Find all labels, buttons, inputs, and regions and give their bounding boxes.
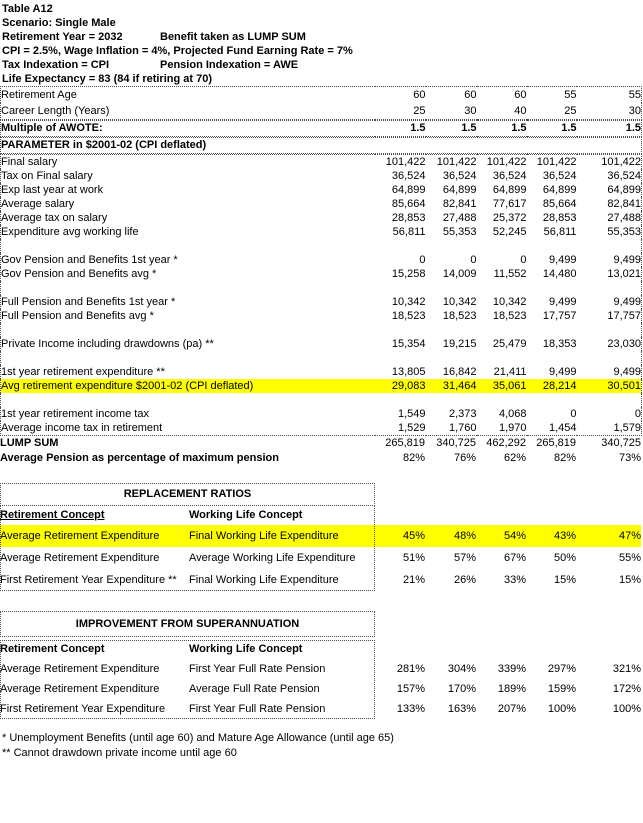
value-cell: 15%: [553, 574, 576, 586]
average-pension-table: [0, 451, 641, 466]
table-row: [1, 309, 642, 323]
value-cell: [477, 281, 527, 295]
average-pension-row: [0, 451, 641, 466]
retirement-concept-header-text: Retirement Concept: [0, 509, 105, 521]
table-title: Table A12: [2, 3, 53, 15]
row-label: Gov Pension and Benefits avg *: [1, 268, 157, 280]
concept-row: [0, 569, 641, 591]
value-cell: 10,342: [492, 296, 527, 308]
value-cell: 82,841: [442, 198, 477, 210]
value-cell: [477, 393, 527, 407]
replacement-ratios-title: REPLACEMENT RATIOS: [0, 483, 375, 506]
retirement-year-text: Retirement Year = 2032: [2, 31, 123, 43]
row-label: Average tax on salary: [1, 212, 108, 224]
assumptions-line: CPI = 2.5%, Wage Inflation = 4%, Projected Fund Earning Rate = 7%: [2, 45, 353, 57]
table-row: [1, 379, 642, 393]
value-cell: 1,579: [613, 422, 641, 434]
value-cell: 15,354: [391, 338, 426, 350]
value-cell: [527, 281, 577, 295]
value-cell: 60: [464, 89, 477, 101]
value-cell: 29,083: [375, 379, 426, 393]
value-cell: 17,757: [607, 310, 641, 322]
value-cell: 21,411: [493, 366, 527, 378]
value-cell: 27,488: [607, 212, 641, 224]
value-cell: [577, 281, 642, 295]
value-cell: [477, 239, 527, 253]
value-cell: 0: [634, 408, 641, 420]
value-cell: 82,841: [607, 198, 641, 210]
row-label: Exp last year at work: [1, 184, 104, 196]
value-cell: 172%: [612, 683, 641, 695]
value-cell: 30,501: [577, 379, 642, 393]
value-cell: 27,488: [442, 212, 477, 224]
empty-cell: [476, 505, 526, 525]
table-row: [1, 211, 642, 225]
pension-indexation-text: Pension Indexation = AWE: [160, 59, 299, 71]
value-cell: 48%: [425, 525, 476, 547]
value-cell: 55: [628, 89, 641, 101]
value-cell: 15,258: [391, 268, 426, 280]
value-cell: 2,373: [448, 408, 477, 420]
value-cell: 1,454: [548, 422, 577, 434]
lump-sum-row: [0, 436, 641, 451]
value-cell: 16,842: [442, 366, 477, 378]
value-cell: 207%: [497, 703, 526, 715]
value-cell: 25,479: [492, 338, 527, 350]
value-cell: 14,480: [542, 268, 577, 280]
row-label: Final salary: [1, 156, 58, 168]
row-label: Retirement Age: [1, 89, 77, 101]
value-cell: 1.5: [561, 122, 577, 134]
value-cell: 55,353: [442, 226, 477, 238]
retirement-concept-cell: First Retirement Year Expenditure **: [0, 574, 177, 586]
row-label: Gov Pension and Benefits 1st year *: [1, 254, 178, 266]
table-row: [1, 155, 642, 170]
row-label: Average salary: [1, 198, 75, 210]
working-life-concept-cell: Average Working Life Expenditure: [189, 552, 356, 564]
value-cell: 170%: [447, 683, 476, 695]
value-cell: [426, 393, 477, 407]
value-cell: 18,353: [542, 338, 577, 350]
footnote-single-asterisk: * Unemployment Benefits (until age 60) and Mature Age Allowance (until age 65): [2, 732, 394, 744]
value-cell: 9,499: [613, 254, 641, 266]
table-row: [1, 103, 642, 120]
value-cell: 9,499: [548, 254, 577, 266]
value-cell: 26%: [453, 574, 476, 586]
table-row: [1, 295, 642, 309]
value-cell: 21%: [402, 574, 425, 586]
parameter-header-row: [1, 138, 642, 154]
value-cell: [426, 351, 477, 365]
concept-row: [0, 679, 641, 699]
value-cell: 0: [419, 254, 426, 266]
value-cell: 339%: [497, 663, 526, 675]
value-cell: 101,422: [486, 156, 527, 168]
concept-row: [0, 525, 641, 547]
value-cell: 47%: [576, 525, 641, 547]
value-cell: 60: [413, 89, 426, 101]
value-cell: 11,552: [493, 268, 527, 280]
value-cell: 55%: [618, 552, 641, 564]
value-cell: 18,523: [391, 310, 426, 322]
value-cell: 15%: [618, 574, 641, 586]
improvement-table: [0, 640, 641, 719]
value-cell: 9,499: [613, 366, 641, 378]
value-cell: [577, 393, 642, 407]
value-cell: 50%: [553, 552, 576, 564]
value-cell: 85,664: [542, 198, 577, 210]
value-cell: 36,524: [442, 170, 477, 182]
parameter-header-table: [0, 137, 642, 154]
working-life-concept-cell: Final Working Life Expenditure: [189, 525, 374, 547]
footnote-double-asterisk: ** Cannot drawdown private income until age 60: [2, 747, 237, 759]
benefit-text: Benefit taken as LUMP SUM: [160, 31, 306, 43]
empty-cell: [374, 505, 425, 525]
empty-cell: [576, 505, 641, 525]
replacement-ratios-table: [0, 505, 641, 591]
retirement-year-line: [0, 30, 643, 44]
row-label: [1, 323, 375, 337]
value-cell: 0: [470, 254, 477, 266]
value-cell: 1.5: [625, 122, 641, 134]
value-cell: 304%: [447, 663, 476, 675]
empty-cell: [576, 640, 641, 659]
value-cell: [577, 323, 642, 337]
value-cell: 340,725: [436, 437, 476, 449]
replacement-ratios-section: [0, 505, 641, 591]
working-life-concept-cell: First Year Full Rate Pension: [189, 703, 326, 715]
value-cell: 100%: [547, 703, 576, 715]
value-cell: 35,061: [477, 379, 527, 393]
awote-row: [1, 121, 642, 137]
value-cell: [375, 323, 426, 337]
working-life-concept-cell: First Year Full Rate Pension: [189, 663, 326, 675]
value-cell: 76%: [453, 452, 476, 464]
value-cell: 265,819: [536, 437, 576, 449]
value-cell: [527, 323, 577, 337]
retirement-concept-cell: Average Retirement Expenditure: [0, 683, 160, 695]
value-cell: [577, 351, 642, 365]
value-cell: 77,617: [492, 198, 527, 210]
profile-table: [0, 86, 642, 120]
row-label: Tax on Final salary: [1, 170, 93, 182]
value-cell: 55,353: [607, 226, 641, 238]
table-row: [1, 337, 642, 351]
value-cell: [527, 239, 577, 253]
value-cell: [375, 239, 426, 253]
value-cell: 25: [413, 105, 426, 117]
value-cell: 1.5: [410, 122, 426, 134]
concept-header-row: [0, 640, 641, 659]
value-cell: 33%: [503, 574, 526, 586]
value-cell: 1.5: [461, 122, 477, 134]
table-row: [1, 253, 642, 267]
working-life-concept-cell: Final Working Life Expenditure: [189, 574, 339, 586]
value-cell: 64,899: [442, 184, 477, 196]
tax-indexation-text: Tax Indexation = CPI: [2, 59, 110, 71]
value-cell: 0: [520, 254, 527, 266]
value-cell: [577, 239, 642, 253]
value-cell: 281%: [396, 663, 425, 675]
value-cell: 1,970: [498, 422, 527, 434]
retirement-concept-cell: First Retirement Year Expenditure: [0, 703, 166, 715]
empty-cell: [425, 505, 476, 525]
value-cell: 36,524: [391, 170, 426, 182]
value-cell: 52,245: [492, 226, 527, 238]
value-cell: [375, 281, 426, 295]
value-cell: 85,664: [391, 198, 426, 210]
value-cell: 57%: [453, 552, 476, 564]
value-cell: 18,523: [492, 310, 527, 322]
row-label: Career Length (Years): [1, 105, 110, 117]
row-label: Average income tax in retirement: [1, 422, 163, 434]
value-cell: 25,372: [492, 212, 527, 224]
value-cell: 28,853: [391, 212, 426, 224]
retirement-concept-header: [0, 505, 189, 525]
row-label: Full Pension and Benefits 1st year *: [1, 296, 176, 308]
value-cell: 17,757: [542, 310, 577, 322]
awote-table: [0, 120, 642, 137]
lump-sum-table: [0, 436, 641, 451]
improvement-section: [0, 640, 641, 719]
value-cell: [426, 323, 477, 337]
value-cell: 189%: [497, 683, 526, 695]
value-cell: 159%: [547, 683, 576, 695]
value-cell: 100%: [612, 703, 641, 715]
row-label: [1, 281, 375, 295]
value-cell: 36,524: [607, 170, 641, 182]
value-cell: [527, 393, 577, 407]
value-cell: 36,524: [492, 170, 527, 182]
row-label: Multiple of AWOTE:: [1, 122, 103, 134]
value-cell: 13,021: [607, 268, 641, 280]
value-cell: 133%: [396, 703, 425, 715]
row-label: [1, 239, 375, 253]
value-cell: 30: [628, 105, 641, 117]
value-cell: 56,811: [543, 226, 577, 238]
value-cell: 14,009: [442, 268, 477, 280]
value-cell: 1,529: [397, 422, 426, 434]
value-cell: [375, 393, 426, 407]
row-label: 1st year retirement income tax: [1, 408, 149, 420]
row-label: 1st year retirement expenditure **: [1, 366, 165, 378]
value-cell: 101,422: [536, 156, 577, 168]
retirement-concept-cell: Average Retirement Expenditure: [0, 552, 160, 564]
value-cell: 321%: [612, 663, 641, 675]
row-label: Private Income including drawdowns (pa) **: [1, 338, 214, 350]
value-cell: 73%: [618, 452, 641, 464]
value-cell: 55: [564, 89, 577, 101]
value-cell: 157%: [396, 683, 425, 695]
table-row: [1, 197, 642, 211]
retirement-concept-header: Retirement Concept: [0, 643, 105, 655]
value-cell: 67%: [503, 552, 526, 564]
empty-cell: [425, 640, 476, 659]
retirement-concept-cell: Average Retirement Expenditure: [0, 525, 189, 547]
value-cell: 9,499: [613, 296, 641, 308]
improvement-title: IMPROVEMENT FROM SUPERANNUATION: [0, 611, 375, 637]
table-row: [1, 407, 642, 421]
table-row: [1, 183, 642, 197]
value-cell: 101,422: [436, 156, 477, 168]
value-cell: 0: [570, 408, 577, 420]
value-cell: 43%: [526, 525, 576, 547]
concept-row: [0, 547, 641, 569]
value-cell: 40: [514, 105, 527, 117]
table-row: [1, 87, 642, 104]
value-cell: 101,422: [601, 156, 641, 168]
value-cell: 82%: [553, 452, 576, 464]
empty-cell: [526, 505, 576, 525]
life-expectancy-line: Life Expectancy = 83 (84 if retiring at 70): [2, 73, 212, 85]
working-life-concept-cell: Average Full Rate Pension: [189, 683, 320, 695]
value-cell: 64,899: [492, 184, 527, 196]
value-cell: [527, 351, 577, 365]
empty-cell: [476, 640, 526, 659]
value-cell: 28,214: [527, 379, 577, 393]
value-cell: 462,292: [486, 437, 526, 449]
table-row: [1, 267, 642, 281]
value-cell: 51%: [402, 552, 425, 564]
value-cell: 1.5: [511, 122, 527, 134]
value-cell: 13,805: [391, 366, 426, 378]
value-cell: 82%: [402, 452, 425, 464]
row-label: Average Pension as percentage of maximum pension: [0, 452, 279, 464]
value-cell: 54%: [476, 525, 526, 547]
value-cell: 163%: [447, 703, 476, 715]
concept-row: [0, 699, 641, 719]
retirement-concept-cell: Average Retirement Expenditure: [0, 663, 160, 675]
table-row: [1, 225, 642, 239]
value-cell: 340,725: [601, 437, 641, 449]
value-cell: [426, 281, 477, 295]
indexation-line: [0, 58, 643, 72]
value-cell: 23,030: [607, 338, 641, 350]
table-row: [1, 351, 642, 365]
value-cell: 36,524: [542, 170, 577, 182]
value-cell: 9,499: [548, 296, 577, 308]
value-cell: [477, 323, 527, 337]
value-cell: 265,819: [385, 437, 425, 449]
value-cell: 101,422: [385, 156, 426, 168]
value-cell: 10,342: [391, 296, 426, 308]
empty-cell: [374, 640, 425, 659]
row-label: [1, 393, 375, 407]
row-label: Expenditure avg working life: [1, 226, 139, 238]
concept-header-row: [0, 505, 641, 525]
working-life-concept-header: Working Life Concept: [189, 509, 303, 521]
value-cell: 4,068: [498, 408, 527, 420]
row-label: Avg retirement expenditure $2001-02 (CPI deflated): [1, 379, 375, 393]
value-cell: 31,464: [426, 379, 477, 393]
value-cell: 25: [564, 105, 577, 117]
table-row: [1, 323, 642, 337]
table-row: [1, 281, 642, 295]
table-row: [1, 239, 642, 253]
header-block: [0, 2, 643, 86]
concept-row: [0, 659, 641, 679]
value-cell: 30: [464, 105, 477, 117]
parameter-table: [0, 154, 642, 436]
value-cell: 1,760: [448, 422, 477, 434]
value-cell: 1,549: [397, 408, 426, 420]
value-cell: 60: [514, 89, 527, 101]
row-label: [1, 351, 375, 365]
value-cell: 62%: [503, 452, 526, 464]
value-cell: 28,853: [542, 212, 577, 224]
value-cell: 64,899: [542, 184, 577, 196]
empty-cell: [526, 640, 576, 659]
table-row: [1, 393, 642, 407]
table-row: [1, 365, 642, 379]
scenario-line: Scenario: Single Male: [2, 17, 116, 29]
value-cell: [477, 351, 527, 365]
section-header: PARAMETER in $2001-02 (CPI deflated): [1, 139, 207, 151]
working-life-concept-header: Working Life Concept: [189, 643, 303, 655]
value-cell: [375, 351, 426, 365]
value-cell: 10,342: [442, 296, 477, 308]
row-label: LUMP SUM: [0, 437, 59, 449]
value-cell: 64,899: [391, 184, 426, 196]
table-row: [1, 421, 642, 436]
value-cell: 64,899: [607, 184, 641, 196]
value-cell: 9,499: [548, 366, 577, 378]
value-cell: 45%: [374, 525, 425, 547]
value-cell: [426, 239, 477, 253]
table-row: [1, 169, 642, 183]
footnotes: [0, 731, 643, 761]
value-cell: 19,215: [442, 338, 477, 350]
value-cell: 297%: [547, 663, 576, 675]
row-label: Full Pension and Benefits avg *: [1, 310, 154, 322]
value-cell: 56,811: [392, 226, 426, 238]
value-cell: 18,523: [442, 310, 477, 322]
